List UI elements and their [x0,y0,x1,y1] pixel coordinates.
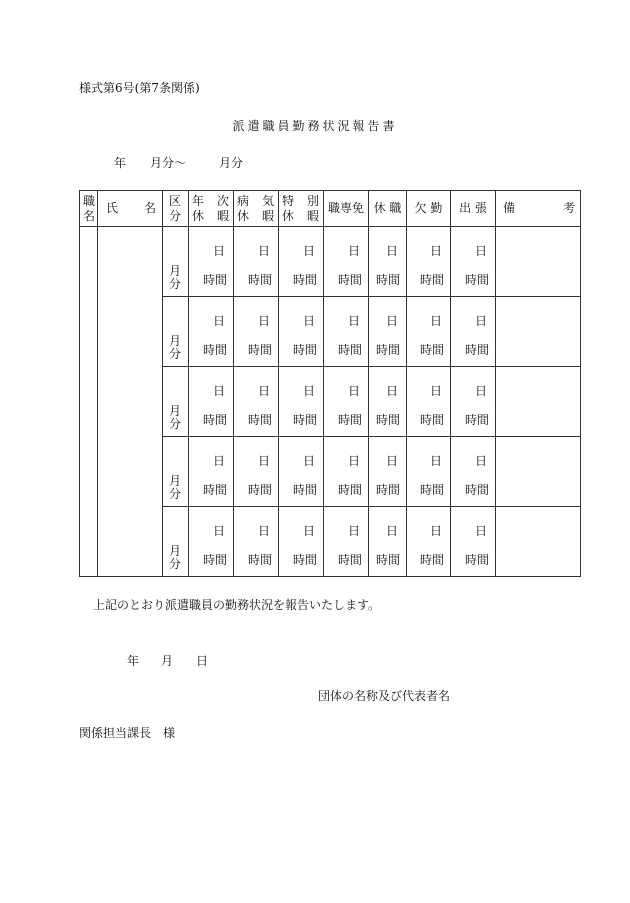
special-leave-cell[interactable] [279,367,324,437]
absence-cell[interactable] [407,507,451,577]
business-trip-cell[interactable] [451,507,496,577]
sick-leave-cell[interactable] [234,437,279,507]
suspension-cell[interactable] [369,437,407,507]
document-title: 派遣職員勤務状況報告書 [232,119,398,133]
day-label: 日 [257,384,270,398]
annual-leave-cell[interactable] [189,297,234,367]
table-row [80,227,581,297]
day-label: 日 [347,454,360,468]
hours-label: 時間 [464,413,489,427]
header-sick-leave: 病 気 休 暇 [234,191,279,227]
hours-label: 時間 [292,343,317,357]
period-from-label: 月分〜 [150,156,187,170]
business-trip-cell[interactable] [451,367,496,437]
special-leave-cell[interactable] [279,507,324,577]
portion-label: 分 [169,347,182,361]
remarks-cell[interactable] [496,227,581,297]
special-leave-cell[interactable] [279,437,324,507]
period-year-label: 年 [114,156,127,170]
day-label: 日 [385,244,398,258]
hours-label: 時間 [292,553,317,567]
remarks-cell[interactable] [496,507,581,577]
special-leave-cell[interactable] [279,227,324,297]
header-position: 職 名 [80,191,98,227]
day-label: 日 [212,524,225,538]
sick-leave-cell[interactable] [234,507,279,577]
month-label: 月 [169,404,182,418]
suspension-cell[interactable] [369,297,407,367]
day-label: 日 [302,314,315,328]
suspension-cell[interactable] [369,227,407,297]
sick-leave-cell[interactable] [234,367,279,437]
position-cell[interactable] [80,227,98,577]
hours-label: 時間 [419,343,444,357]
day-label: 日 [474,384,487,398]
duty-exemption-cell[interactable] [324,297,369,367]
day-label: 日 [257,524,270,538]
addressee-label: 関係担当課長 様 [79,726,176,740]
hours-label: 時間 [337,413,362,427]
date-month-label: 月 [161,654,174,668]
remarks-cell[interactable] [496,297,581,367]
annual-leave-cell[interactable] [189,507,234,577]
header-special-leave: 特 別 休 暇 [279,191,324,227]
date-day-label: 日 [196,654,209,668]
hours-label: 時間 [375,343,400,357]
hours-label: 時間 [375,413,400,427]
period-to-label: 月分 [219,156,244,170]
annual-leave-cell[interactable] [189,227,234,297]
category-cell [163,367,189,437]
day-label: 日 [429,454,442,468]
header-business-trip: 出 張 [451,191,496,227]
header-duty-exemption: 職専免 [324,191,369,227]
business-trip-cell[interactable] [451,297,496,367]
hours-label: 時間 [464,273,489,287]
duty-exemption-cell[interactable] [324,507,369,577]
day-label: 日 [212,384,225,398]
day-label: 日 [302,244,315,258]
day-label: 日 [302,454,315,468]
hours-label: 時間 [419,553,444,567]
hours-label: 時間 [375,553,400,567]
duty-exemption-cell[interactable] [324,437,369,507]
hours-label: 時間 [202,413,227,427]
header-annual-leave: 年 次 休 暇 [189,191,234,227]
portion-label: 分 [169,557,182,571]
suspension-cell[interactable] [369,367,407,437]
header-row [80,191,581,227]
day-label: 日 [385,314,398,328]
hours-label: 時間 [464,343,489,357]
hours-label: 時間 [247,413,272,427]
day-label: 日 [347,244,360,258]
category-cell [163,507,189,577]
day-label: 日 [429,244,442,258]
day-label: 日 [474,454,487,468]
header-category: 区 分 [163,191,189,227]
month-label: 月 [169,474,182,488]
sick-leave-cell[interactable] [234,297,279,367]
form-number: 様式第6号(第7条関係) [79,81,200,95]
hours-label: 時間 [337,343,362,357]
hours-label: 時間 [419,273,444,287]
hours-label: 時間 [464,483,489,497]
portion-label: 分 [169,277,182,291]
hours-label: 時間 [247,553,272,567]
duty-exemption-cell[interactable] [324,227,369,297]
absence-cell[interactable] [407,367,451,437]
day-label: 日 [347,314,360,328]
hours-label: 時間 [202,343,227,357]
day-label: 日 [385,524,398,538]
remarks-cell[interactable] [496,437,581,507]
annual-leave-cell[interactable] [189,367,234,437]
suspension-cell[interactable] [369,507,407,577]
hours-label: 時間 [247,273,272,287]
month-label: 月 [169,334,182,348]
header-suspension: 休 職 [369,191,407,227]
day-label: 日 [429,524,442,538]
hours-label: 時間 [375,273,400,287]
month-label: 月 [169,544,182,558]
day-label: 日 [257,454,270,468]
category-cell [163,297,189,367]
hours-label: 時間 [202,553,227,567]
day-label: 日 [212,244,225,258]
sick-leave-cell[interactable] [234,227,279,297]
hours-label: 時間 [247,343,272,357]
day-label: 日 [302,384,315,398]
header-name: 氏 名 [98,191,163,227]
hours-label: 時間 [337,483,362,497]
special-leave-cell[interactable] [279,297,324,367]
day-label: 日 [347,384,360,398]
day-label: 日 [212,454,225,468]
month-label: 月 [169,264,182,278]
organization-name-label: 団体の名称及び代表者名 [318,689,451,703]
category-cell [163,227,189,297]
hours-label: 時間 [337,273,362,287]
day-label: 日 [385,454,398,468]
hours-label: 時間 [202,273,227,287]
day-label: 日 [474,524,487,538]
hours-label: 時間 [419,483,444,497]
absence-cell[interactable] [407,297,451,367]
annual-leave-cell[interactable] [189,437,234,507]
hours-label: 時間 [464,553,489,567]
day-label: 日 [385,384,398,398]
day-label: 日 [257,314,270,328]
business-trip-cell[interactable] [451,227,496,297]
statement-text: 上記のとおり派遣職員の勤務状況を報告いたします。 [93,598,381,612]
absence-cell[interactable] [407,227,451,297]
hours-label: 時間 [375,483,400,497]
day-label: 日 [302,524,315,538]
report-table [79,190,581,577]
name-cell[interactable] [98,227,163,577]
header-absence: 欠 勤 [407,191,451,227]
absence-cell[interactable] [407,437,451,507]
hours-label: 時間 [337,553,362,567]
business-trip-cell[interactable] [451,437,496,507]
hours-label: 時間 [202,483,227,497]
hours-label: 時間 [292,483,317,497]
duty-exemption-cell[interactable] [324,367,369,437]
day-label: 日 [347,524,360,538]
portion-label: 分 [169,487,182,501]
hours-label: 時間 [419,413,444,427]
day-label: 日 [474,244,487,258]
hours-label: 時間 [292,273,317,287]
day-label: 日 [212,314,225,328]
portion-label: 分 [169,417,182,431]
day-label: 日 [429,314,442,328]
date-year-label: 年 [127,654,140,668]
hours-label: 時間 [247,483,272,497]
day-label: 日 [257,244,270,258]
header-remarks: 備 考 [496,191,581,227]
hours-label: 時間 [292,413,317,427]
category-cell [163,437,189,507]
day-label: 日 [474,314,487,328]
day-label: 日 [429,384,442,398]
remarks-cell[interactable] [496,367,581,437]
